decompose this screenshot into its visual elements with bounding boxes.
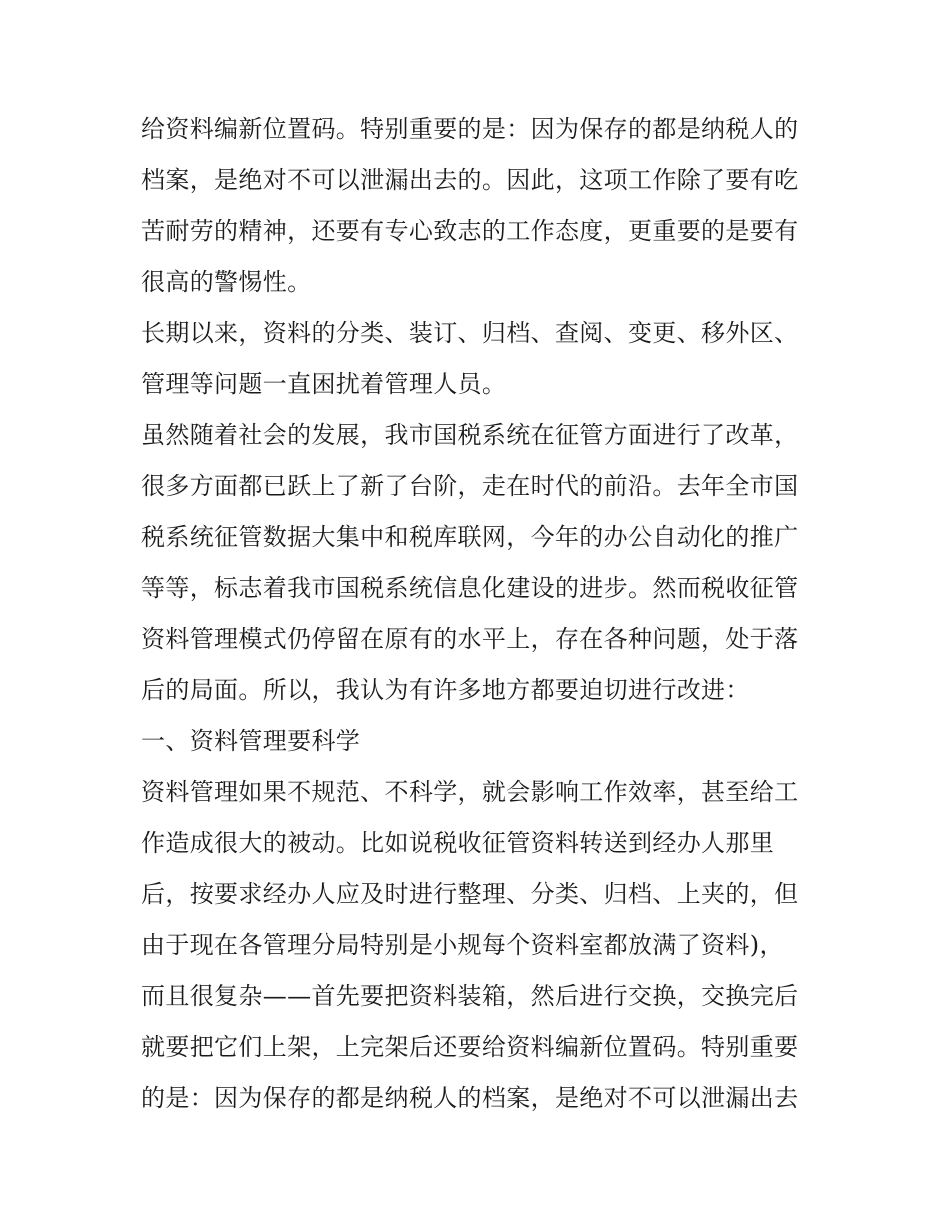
text-line: 的是：因为保存的都是纳税人的档案，是绝对不可以泄漏出去 — [141, 1084, 799, 1112]
text-line: 管理等问题一直困扰着管理人员。 — [141, 370, 507, 398]
text-line: 税系统征管数据大集中和税库联网，今年的办公自动化的推广 — [141, 523, 799, 551]
text-line: 很高的警惕性。 — [141, 268, 312, 296]
text-line: 资料管理如果不规范、不科学，就会影响工作效率，甚至给工 — [141, 778, 799, 806]
text-line: 由于现在各管理分局特别是小规每个资料室都放满了资料)， — [141, 931, 784, 959]
text-line: 作造成很大的被动。比如说税收征管资料转送到经办人那里 — [141, 829, 775, 857]
section-heading: 一、资料管理要科学 — [141, 727, 361, 755]
text-line: 而且很复杂——首先要把资料装箱，然后进行交换，交换完后 — [141, 982, 799, 1010]
text-line: 后，按要求经办人应及时进行整理、分类、归档、上夹的，但 — [141, 880, 799, 908]
text-line: 就要把它们上架，上完架后还要给资料编新位置码。特别重要 — [141, 1033, 799, 1061]
text-line: 资料管理模式仍停留在原有的水平上，存在各种问题，处于落 — [141, 625, 799, 653]
text-line: 苦耐劳的精神，还要有专心致志的工作态度，更重要的是要有 — [141, 217, 799, 245]
text-line: 很多方面都已跃上了新了台阶，走在时代的前沿。去年全市国 — [141, 472, 799, 500]
text-line: 等等，标志着我市国税系统信息化建设的进步。然而税收征管 — [141, 574, 799, 602]
text-line: 后的局面。所以，我认为有许多地方都要迫切进行改进： — [141, 676, 750, 704]
text-line: 虽然随着社会的发展，我市国税系统在征管方面进行了改革， — [141, 421, 799, 449]
text-line: 长期以来，资料的分类、装订、归档、查阅、变更、移外区、 — [141, 319, 799, 347]
text-line: 给资料编新位置码。特别重要的是：因为保存的都是纳税人的 — [141, 115, 799, 143]
text-line: 档案，是绝对不可以泄漏出去的。因此，这项工作除了要有吃 — [141, 166, 799, 194]
document-body — [141, 104, 811, 1124]
